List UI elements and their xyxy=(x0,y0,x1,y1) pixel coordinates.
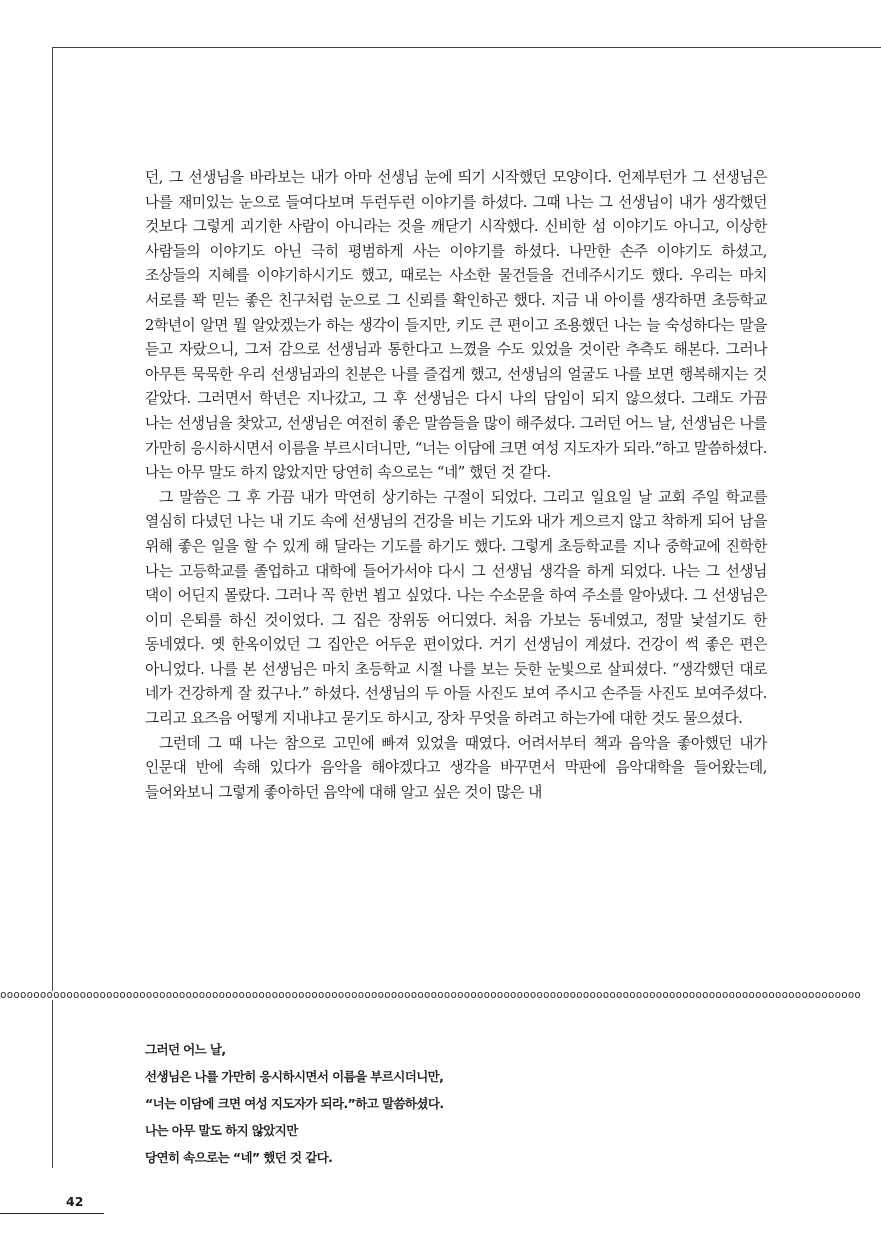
left-border-rule xyxy=(52,47,53,991)
paragraph-3: 그런데 그 때 나는 참으로 고민에 빠져 있었을 때였다. 어려서부터 책과 음악을 좋아했던 내가 인문대 반에 속해 있다가 음악을 해야겠다고 생각을 바꾸면서 막판에 음악대학을 들어왔는데, 들어와보니 그렇게 좋아하던 음악에 대해 알고 싶은 것이 많은 내 xyxy=(145,734,767,801)
page-number: 42 xyxy=(66,1194,84,1209)
quote-line-4: 나는 아무 말도 하지 않았지만 xyxy=(145,1123,298,1138)
quote-line-2: 선생님은 나를 가만히 응시하시면서 이름을 부르시더니만, xyxy=(145,1069,444,1084)
paragraph-2: 그 말씀은 그 후 가끔 내가 막연히 상기하는 구절이 되었다. 그리고 일요일 날 교회 주일 학교를 열심히 다녔던 나는 내 기도 속에 선생님의 건강을 비는 기도와 내가 게으르지 않고 착하게 되어 남을 위해 좋은 일을 할 수 있게 해 달라는 기도를 하기도 했다. 그렇게 초등학교를 지나 중학교에 진학한 나는 고등학교를 졸업하고 대학에 들어가서야 다시 그 선생님 생각을 하게 되었다. 나는 그 선생님 댁이 어딘지 몰랐다. 그러나 꼭 한번 뵙고 싶었다. 나는 수소문을 하여 주소를 알아냈다. 그 선생님은 이미 은퇴를 하신 것이었다. 그 집은 장위동 어디였다. 처음 가보는 동네였고, 정말 낯설기도 한 동네였다. 옛 한옥이었던 그 집안은 어두운 편이었다. 거기 선생님이 계셨다. 건강이 썩 좋은 편은 아니었다. 나를 본 선생님은 마치 초등학교 시절 나를 보는 듯한 눈빛으로 살피셨다. “생각했던 대로 네가 건강하게 잘 컸구나.” 하셨다. 선생님의 두 아들 사진도 보여 주시고 손주들 사진도 보여주셨다. 그리고 요즈음 어떻게 지내냐고 묻기도 하시고, 장차 무엇을 하려고 하는가에 대한 것도 물으셨다. xyxy=(145,488,767,728)
paragraph-1: 던, 그 선생님을 바라보는 내가 아마 선생님 눈에 띄기 시작했던 모양이다. 언제부턴가 그 선생님은 나를 재미있는 눈으로 들여다보며 두런두런 이야기를 하셨다. 그때 나는 그 선생님이 내가 생각했던 것보다 그렇게 괴기한 사람이 아니라는 것을 깨닫기 시작했다. 신비한 섬 이야기도 아니고, 이상한 사람들의 이야기도 아닌 극히 평범하게 사는 이야기를 하셨다. 나만한 손주 이야기도 하셨고, 조상들의 지혜를 이야기하시기도 했고, 때로는 사소한 물건들을 건네주시기도 했다. 우리는 마치 서로를 꽉 믿는 좋은 친구처럼 눈으로 그 신뢰를 확인하곤 했다. 지금 내 아이를 생각하면 초등학교 2학년이 알면 뭘 알았겠는가 하는 생각이 들지만, 키도 큰 편이고 조용했던 나는 늘 숙성하다는 말을 듣고 자랐으니, 그저 감으로 선생님과 통한다고 느꼈을 수도 있었을 것이란 추측도 해본다. 그러나 아무튼 묵묵한 우리 선생님과의 친분은 나를 즐겁게 했고, 선생님의 얼굴도 나를 보면 행복해지는 것 같았다. 그러면서 학년은 지나갔고, 그 후 선생님은 다시 나의 담임이 되지 않으셨다. 그래도 가끔 나는 선생님을 찾았고, 선생님은 여전히 좋은 말씀들을 많이 해주셨다. 그러던 어느 날, 선생님은 나를 가만히 응시하시면서 이름을 부르시더니만, “너는 이담에 크면 여성 지도자가 되라.”하고 말씀하셨다. 나는 아무 말도 하지 않았지만 당연히 속으로는 “네” 했던 것 같다. xyxy=(145,169,767,482)
quote-line-1: 그러던 어느 날, xyxy=(145,1042,226,1057)
quote-line-5: 당연히 속으로는 “네” 했던 것 같다. xyxy=(145,1150,333,1165)
top-border-rule xyxy=(52,47,881,48)
dotted-divider: oooooooooooooooooooooooooooooooooooooooooooooooooooooooooooooooooooooooooooooooooooooooooooooooooooooooooooooooooooooooooooooooooo xyxy=(0,988,861,1001)
quote-line-3: “너는 이담에 크면 여성 지도자가 되라.”하고 말씀하셨다. xyxy=(145,1096,444,1111)
body-text xyxy=(145,166,767,805)
page-number-rule xyxy=(0,1213,104,1214)
left-border-rule-lower xyxy=(52,1000,53,1168)
pull-quote xyxy=(145,1036,685,1171)
